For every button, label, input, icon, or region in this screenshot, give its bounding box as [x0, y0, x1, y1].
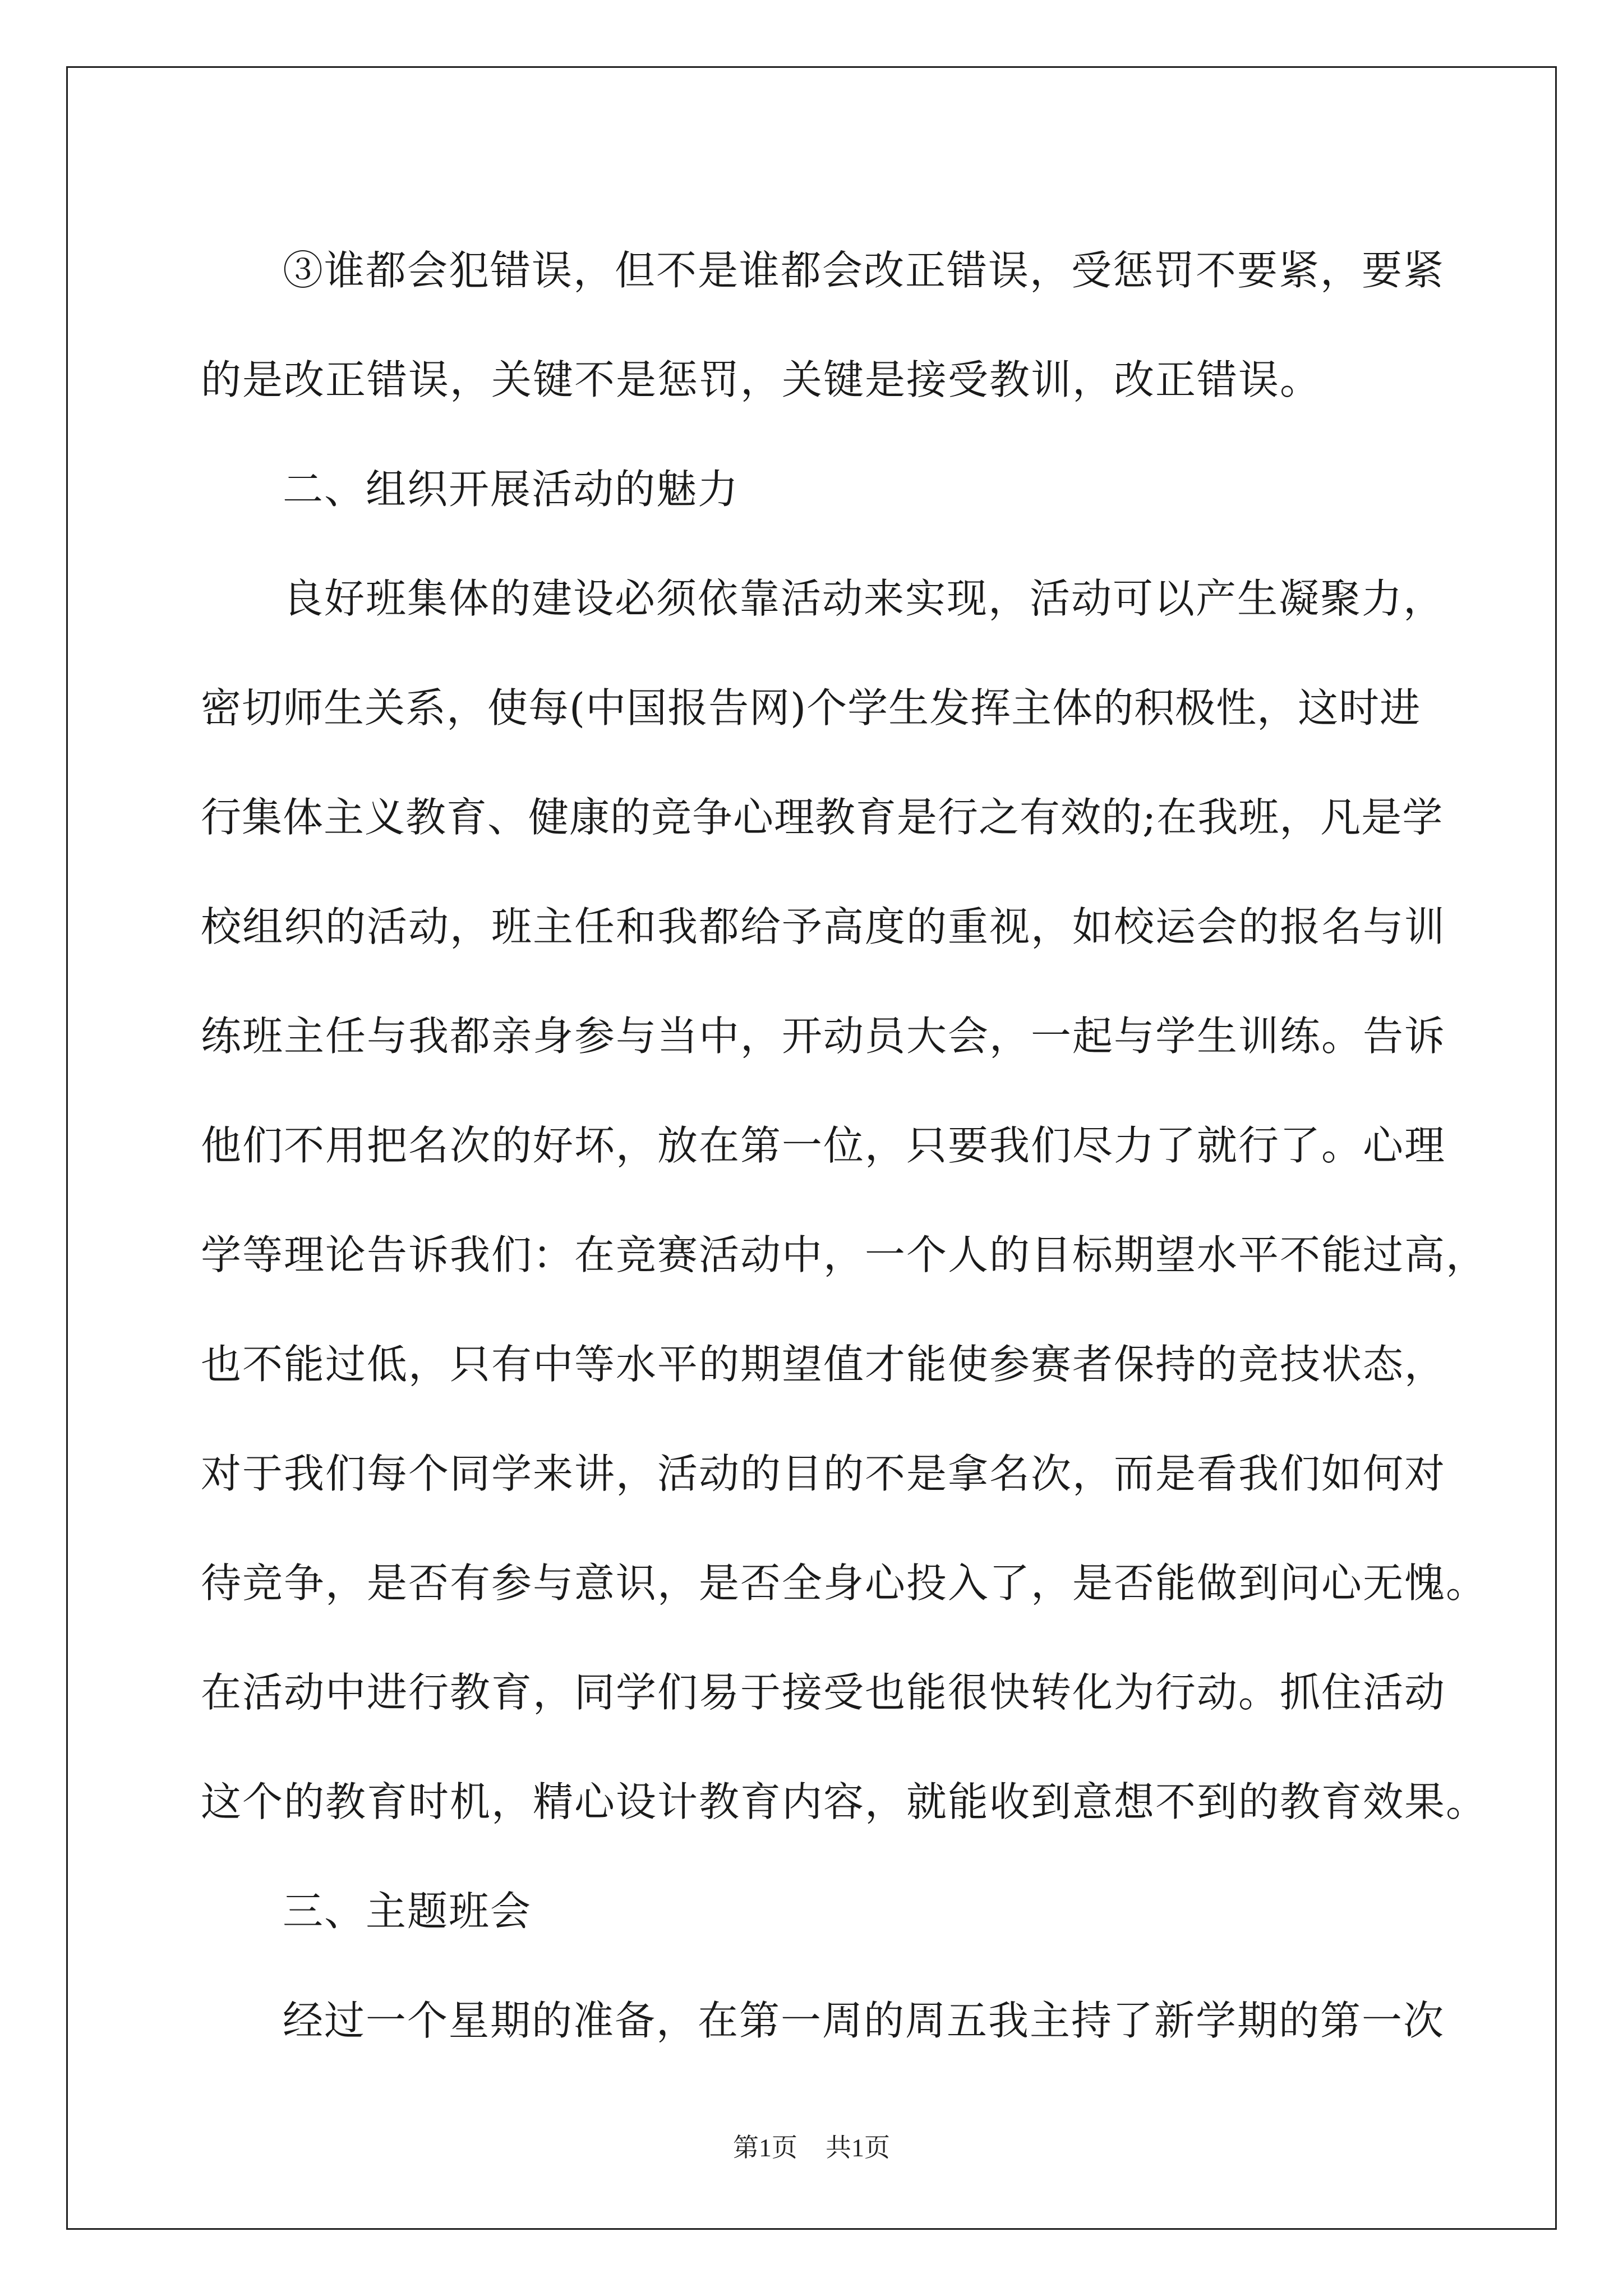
paragraph-line: 他们不用把名次的好坏，放在第一位，只要我们尽力了就行了。心理 — [201, 1122, 1446, 1169]
paragraph-line: 练班主任与我都亲身参与当中，开动员大会，一起与学生训练。告诉 — [201, 1013, 1446, 1060]
paragraph-line: 在活动中进行教育，同学们易于接受也能很快转化为行动。抓住活动 — [201, 1669, 1446, 1716]
paragraph-line: 校组织的活动，班主任和我都给予高度的重视，如校运会的报名与训 — [201, 903, 1446, 950]
paragraph-line: 待竞争，是否有参与意识，是否全身心投入了，是否能做到问心无愧。 — [201, 1559, 1488, 1607]
page-footer — [0, 2127, 1623, 2164]
paragraph-line: 的是改正错误，关键不是惩罚，关键是接受教训，改正错误。 — [201, 356, 1322, 403]
section-heading: 二、组织开展活动的魅力 — [283, 466, 740, 513]
page-total: 共1页 — [826, 2133, 890, 2162]
paragraph-line: 对于我们每个同学来讲，活动的目的不是拿名次，而是看我们如何对 — [201, 1450, 1446, 1497]
document-body — [201, 216, 1488, 2076]
paragraph-line: 密切师生关系，使每(中国报告网)个学生发挥主体的积极性，这时进 — [201, 684, 1421, 731]
paragraph-line: ③谁都会犯错误，但不是谁都会改正错误，受惩罚不要紧，要紧 — [283, 247, 1445, 294]
paragraph-line: 也不能过低，只有中等水平的期望值才能使参赛者保持的竞技状态， — [201, 1341, 1446, 1388]
paragraph-line: 经过一个星期的准备，在第一周的周五我主持了新学期的第一次 — [283, 1997, 1445, 2044]
paragraph-line: 良好班集体的建设必须依靠活动来实现，活动可以产生凝聚力， — [283, 575, 1445, 622]
section-heading: 三、主题班会 — [283, 1888, 532, 1935]
paragraph-line: 学等理论告诉我们：在竞赛活动中，一个人的目标期望水平不能过高， — [201, 1231, 1488, 1278]
page-number: 第1页 — [733, 2133, 797, 2162]
paragraph-line: 这个的教育时机，精心设计教育内容，就能收到意想不到的教育效果。 — [201, 1778, 1488, 1825]
paragraph-line: 行集体主义教育、健康的竞争心理教育是行之有效的;在我班，凡是学 — [201, 794, 1444, 841]
